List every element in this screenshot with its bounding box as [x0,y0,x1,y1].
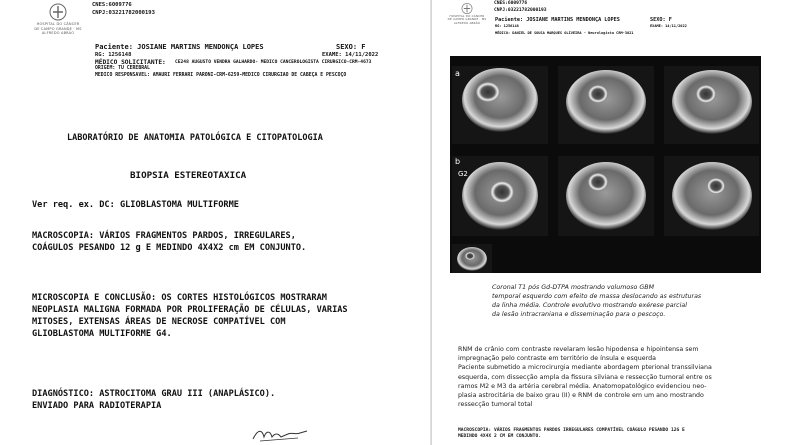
origin: ORIGEM: TU CEREBRAL [95,66,150,71]
patient-rg: RG: 1256148 [95,52,132,58]
rnm-line: esquerda, com dissecção ampla da fissura silviana e ressecção tumoral entre os [458,373,712,381]
diagnosis-section [32,388,275,412]
diagnosis-line: DIAGNÓSTICO: ASTROCITOMA GRAU III (ANAPLÁSICO). [32,389,276,399]
patient-name: Paciente: JOSIANE MARTINS MENDONÇA LOPES [95,43,264,51]
requesting-doctor-value: CE248 AUGUSTO VENDRA GALHARDO- MEDICO CANCEROLOGISTA CIRURGICO-CRM-4673 [175,60,372,65]
macroscopy-line: MACROSCOPIA: VÁRIOS FRAGMENTOS PARDOS, IRREGULARES, [32,231,296,241]
cnes-number: CNES:6009776 [494,1,528,6]
biopsy-title: BIOPSIA ESTEREOTAXICA [130,170,247,181]
footer-macroscopy [458,428,685,440]
microscopy-line: MICROSCOPIA E CONCLUSÃO: OS CORTES HISTOLÓGICOS MOSTRARAM [32,293,327,303]
mri-slice [558,66,654,144]
slice-label-a: a [455,69,460,78]
rnm-line: Paciente submetido a microcirurgia mediante abordagem pterional transsilviana [458,364,712,372]
caption-line: Coronal T1 pós Gd-DTPA mostrando volumoso GBM [492,284,655,291]
requesting-doctor-label: MÉDICO SOLICITANTE: [95,59,166,66]
responsible-doctor: MEDICO RESPONSAVEL: AMAURI FERRARI PARONI-CRM-6259-MEDICO CIRURGIAO DE CABEÇA E PESCOÇO [95,73,347,78]
slice-label-g2: G2 [458,170,468,178]
patient-name: Paciente: JOSIANE MARTINS MENDONÇA LOPES [495,17,620,23]
mri-slice [664,156,759,236]
diagnosis-line: ENVIADO PARA RADIOTERAPIA [32,401,162,411]
hospital-logo [447,2,487,25]
signature [250,425,310,445]
mri-slice [452,66,548,144]
logo-line-3: ALFREDO ABRÃO [41,31,75,35]
mri-slice [452,156,548,236]
cnpj-number: CNPJ:03221782000193 [494,8,547,13]
logo-line-2: DE CAMPO GRANDE · MS [34,26,82,31]
microscopy-line: NEOPLASIA MALIGNA FORMADA POR PROLIFERAÇÃO DE CÉLULAS, VARIAS [32,305,348,315]
mri-caption [492,283,762,319]
mri-slice [452,244,492,273]
lab-title: LABORATÓRIO DE ANATOMIA PATOLÓGICA E CITOPATOLOGIA [67,133,323,143]
slice-label-b: b [455,157,461,166]
request-reference: Ver req. ex. DC: GLIOBLASTOMA MULTIFORME [32,200,239,210]
doctor: MÉDICO: DANIEL DE SOUSA MARQUES OLIVEIRA - Neurologista CRM-3021 [495,31,634,35]
mri-image-grid [450,56,761,273]
microscopy-section [32,292,348,340]
cnpj-number: CNPJ:03221782000193 [92,10,155,16]
microscopy-line: MITOSES, EXTENSAS ÁREAS DE NECROSE COMPATÍVEL COM [32,317,286,327]
patient-sex: SEXO: F [336,43,366,51]
patient-sex: SEXO: F [650,17,672,23]
mri-slice [558,156,654,236]
caption-line: temporal esquerdo com efeito de massa deslocando as estruturas [492,293,702,300]
footer-line: MEDINDO 4X4X 2 CM EM CONJUNTO. [458,434,541,439]
logo-line-1: HOSPITAL DO CÂNCER [36,22,80,26]
mri-slice [664,66,759,144]
rnm-line: ramos M2 e M3 da artéria cerebral média. Anatomopatológico evidenciou neo- [458,382,707,390]
rnm-line: RNM de crânio com contraste revelaram lesão hipodensa e hipointensa sem [458,346,699,353]
rnm-line: impregnação pelo contraste em território de ínsula e esquerda [458,355,656,363]
patient-rg: RG: 1256148 [495,24,519,28]
logo-line-2: DE CAMPO GRANDE · MS [447,17,487,22]
cnes-number: CNES:6009776 [92,2,132,8]
logo-line-3: ALFREDO ABRÃO [453,20,481,25]
imaging-report-page [432,0,800,445]
caption-line: da linha média. Controle evolutivo mostrando exérese parcial [492,302,687,309]
caption-line: da lesão intracraniana e disseminação para o pescoço. [492,311,666,318]
rnm-line: plasia astrocitária de baixo grau (II) e RNM de controle em um ano mostrando [458,392,704,400]
logo-line-1: HOSPITAL DO CÂNCER [449,14,485,18]
hospital-logo [28,2,88,36]
microscopy-line: GLIOBLASTOMA MULTIFORME G4. [32,329,172,339]
exam-date: EXAME: 14/11/2022 [650,24,687,28]
hospital-emblem-icon [47,2,69,22]
macroscopy-section [32,230,306,254]
footer-line: MACROSCOPIA: VÁRIOS FRAGMENTOS PARDOS IRREGULARES COMPATÍVEL COÁGULO PESANDO 12G E [458,428,685,433]
macroscopy-line: COÁGULOS PESANDO 12 g E MEDINDO 4X4X2 cm EM CONJUNTO. [32,243,307,253]
rnm-findings [458,345,768,409]
exam-date: EXAME: 14/11/2022 [322,52,379,58]
rnm-line: ressecção tumoral total [458,401,533,409]
